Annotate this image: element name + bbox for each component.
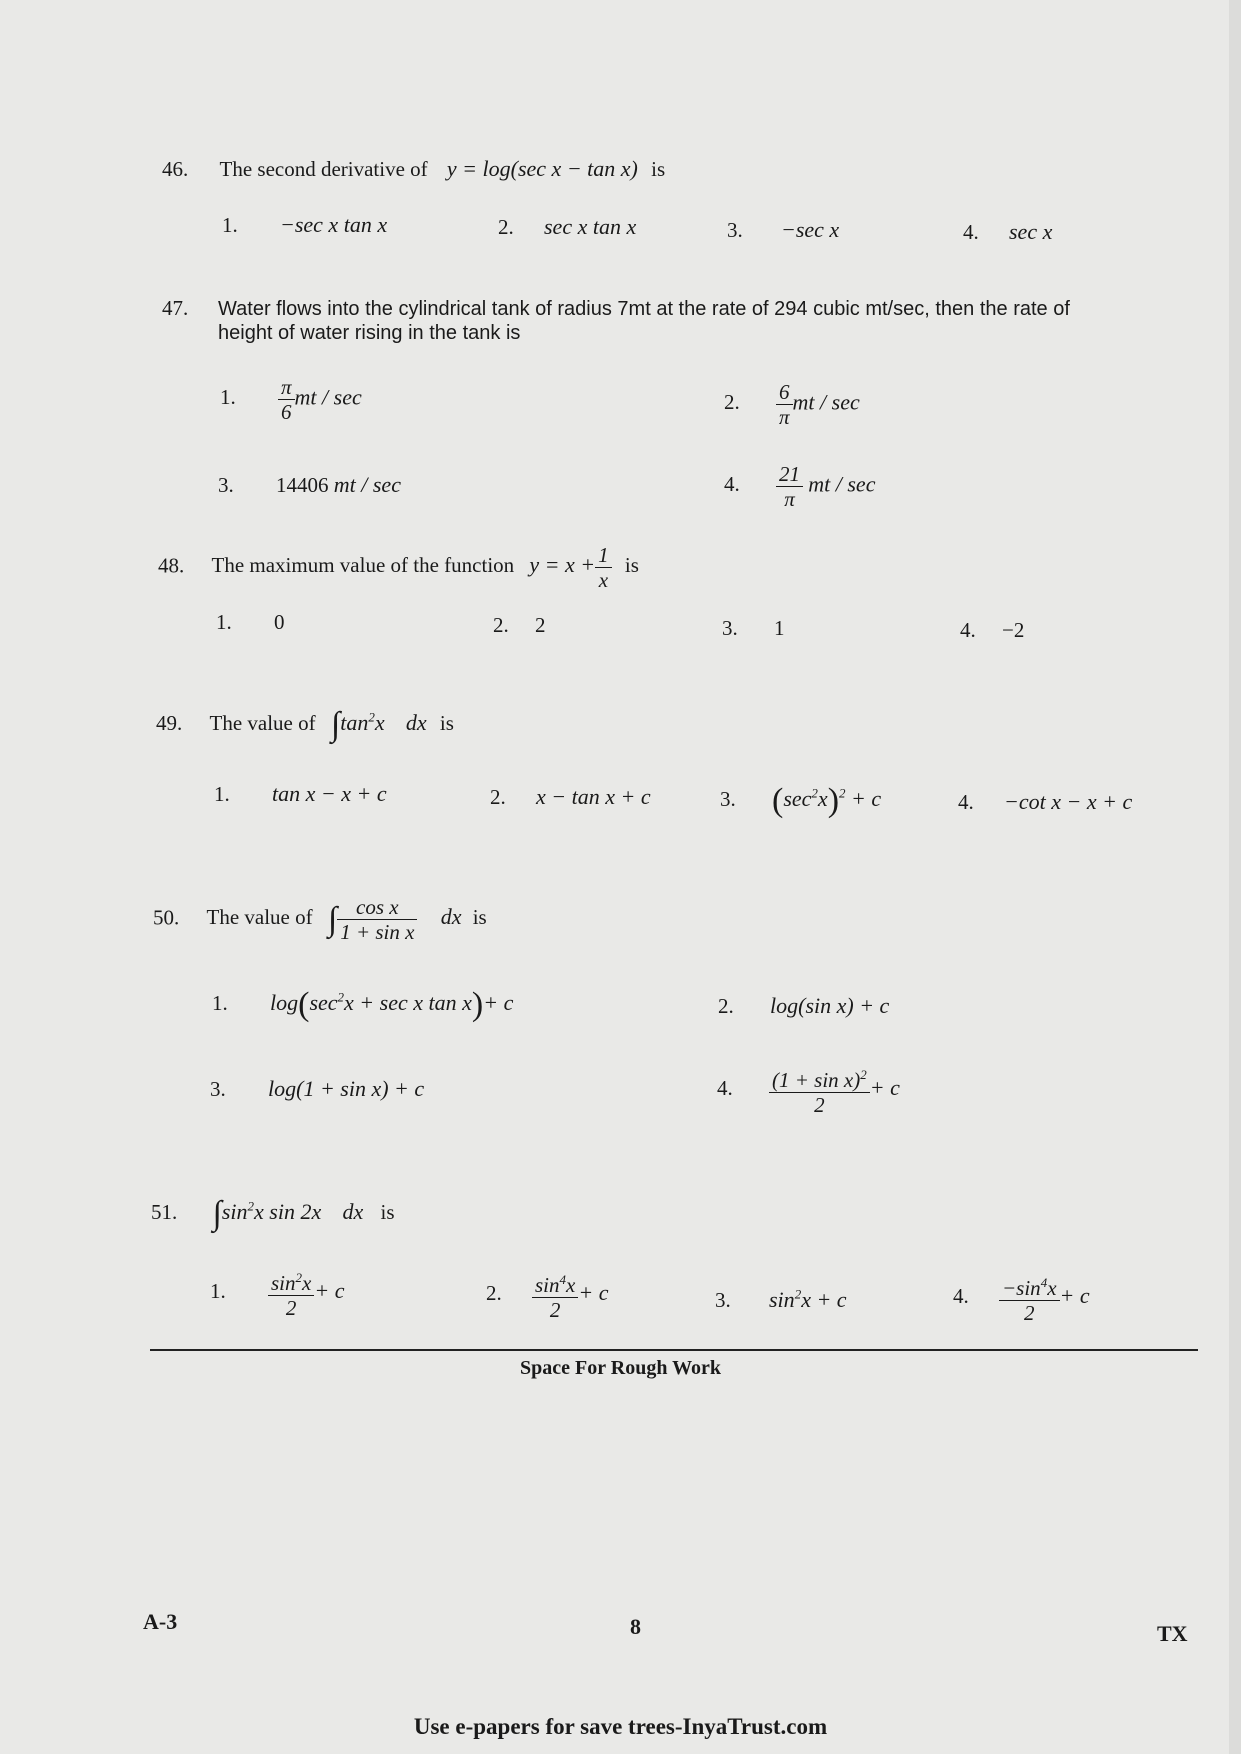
option[interactable]: 2. $\frac{\sin^4x}{2}$ + c [486, 1268, 608, 1322]
rough-work-label: Space For Rough Work [520, 1357, 721, 1379]
option[interactable]: 1. $\frac{\pi}{6}$ mt / sec [220, 375, 362, 424]
integral-icon: ∫ [330, 706, 341, 743]
page-number: 8 [630, 1614, 641, 1639]
integral-icon: ∫ [327, 900, 338, 938]
option[interactable]: 1. $\log(\sec^2x + \sec x$ tan x)+ c [212, 986, 514, 1023]
footer-note: Use e-papers for save trees-InyaTrust.com [413, 1714, 828, 1739]
integral-icon: ∫ [212, 1195, 222, 1232]
question-48: 48. The maximum value of the function y = x + $\frac{1}{x}$ is [158, 543, 639, 592]
option[interactable]: 2. 2 [493, 613, 546, 637]
option[interactable]: 3. −sec x [727, 217, 840, 242]
question-suffix: is [651, 157, 666, 181]
question-text: Water flows into the cylindrical tank of radius 7mt at the rate of 294 cubic mt/sec, then the rate of height of water rising in the tank is [218, 298, 1070, 344]
option[interactable]: 2. log(sin x) + c [718, 993, 890, 1018]
option[interactable]: 4. $\frac{-\sin^4x}{2}$ + c [953, 1271, 1090, 1325]
option[interactable]: 1. $\frac{\sin^2x}{2}$ + c [210, 1266, 344, 1320]
option[interactable]: 1. 0 [216, 610, 285, 634]
question-number: 50. [153, 905, 180, 930]
divider-line [150, 1349, 1198, 1351]
question-suffix: is [380, 1199, 395, 1224]
question-text: The value of [206, 905, 313, 930]
question-50: 50. The value of ∫ $\frac{\text{cos x}}{\text{1 + sin x}}$ dx is [153, 895, 487, 944]
option[interactable]: 2. sec x tan x [498, 214, 637, 239]
question-number: 46. [162, 157, 189, 181]
question-text: The value of [209, 710, 316, 735]
option[interactable]: 4. sec x [963, 219, 1053, 244]
question-number: 47. [162, 296, 189, 320]
question-number: 51. [151, 1199, 178, 1224]
option[interactable]: 4. −cot x − x + c [958, 789, 1133, 814]
question-suffix: is [624, 553, 639, 578]
question-number: 49. [156, 710, 183, 735]
option[interactable]: 3. log(1 + sin x) + c [210, 1076, 425, 1101]
question-text: The maximum value of the function [211, 553, 515, 578]
question-text: The second derivative of [219, 157, 428, 181]
option[interactable]: 2. x − tan x + c [490, 784, 651, 809]
option[interactable]: 2. $\frac{6}{\pi}$ mt / sec [724, 380, 860, 429]
question-number: 48. [158, 553, 185, 578]
question-suffix: is [472, 905, 487, 930]
question-expression: $\tan^2x$ [340, 709, 385, 735]
question-49: 49. The value of $\int\tan^2x$ dx is [156, 706, 454, 743]
question-expression: y = log(sec x − tan x) [446, 156, 638, 181]
question-51: 51. $\int\sin^2x$ sin 2x dx is [151, 1195, 395, 1232]
question-suffix: is [439, 710, 454, 735]
subject-code: TX [1157, 1621, 1188, 1646]
question-47 [162, 296, 188, 321]
option[interactable]: 4. $\frac{(1 + \sin x)^2}{2}$ + c [717, 1063, 900, 1117]
option[interactable]: 3. 14406 mt / sec [218, 472, 401, 497]
question-expression: $\sin^2x$ sin 2x [221, 1198, 322, 1224]
option[interactable]: 1. −sec x tan x [222, 212, 388, 237]
paper-code: A-3 [143, 1609, 178, 1634]
option[interactable]: 4. −2 [960, 618, 1025, 642]
page-edge-shadow [1229, 0, 1241, 1754]
option[interactable]: 3. $\sin^2x + c$ [715, 1287, 847, 1313]
question-46 [162, 156, 665, 182]
question-expression: y = x + [529, 552, 596, 578]
option[interactable]: 4. $\frac{21}{\pi}$ mt / sec [724, 462, 876, 511]
option[interactable]: 3. $(\sec^2x)^2 + c$ [720, 782, 882, 819]
option[interactable]: 1. tan x − x + c [214, 781, 387, 806]
option[interactable]: 3. 1 [722, 616, 785, 640]
